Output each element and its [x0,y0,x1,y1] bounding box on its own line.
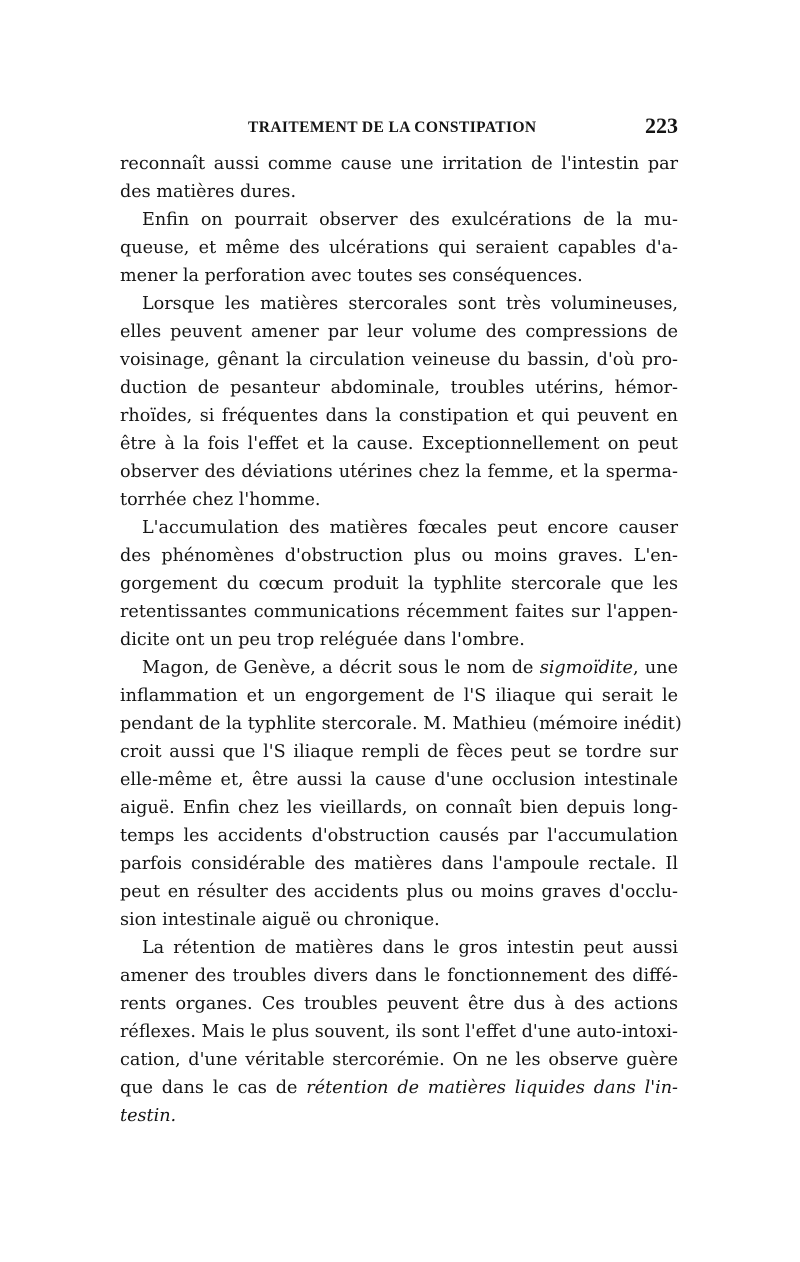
text-line [120,1074,678,1102]
text-line: mener la perforation avec toutes ses conséquences. [120,266,583,286]
text-line: pendant de la typhlite stercorale. M. Mathieu (mémoire inédit) [120,714,682,734]
text-line: réflexes. Mais le plus souvent, ils sont l'effet d'une auto-intoxi- [120,1022,678,1042]
text-line: gorgement du cœcum produit la typhlite stercorale que les [120,574,678,594]
page-number: 223 [645,113,678,138]
text-line: des phénomènes d'obstruction plus ou moins graves. L'en- [120,546,678,566]
text-line: rhoïdes, si fréquentes dans la constipation et qui peuvent en [120,406,678,426]
text-line: voisinage, gênant la circulation veineuse du bassin, d'où pro- [120,350,678,370]
text-line: temps les accidents d'obstruction causés par l'accumulation [120,826,678,846]
text-line: aiguë. Enfin chez les vieillards, on connaît bien depuis long- [120,798,678,818]
text-line: croit aussi que l'S iliaque rempli de fèces peut se tordre sur [120,742,678,762]
text-line [120,654,678,682]
text-line: retentissantes communications récemment faites sur l'appen- [120,602,678,622]
running-title: TRAITEMENT DE LA CONSTIPATION [248,119,537,136]
text-segment: Magon, de Genève, a décrit sous le nom de [142,658,534,678]
text-line: elle-même et, être aussi la cause d'une occlusion intestinale [120,770,678,790]
italic-phrase: rétention de matières liquides dans l'in- [306,1078,679,1098]
text-segment: , une [632,658,678,678]
text-line: duction de pesanteur abdominale, troubles utérins, hémor- [120,378,678,398]
text-line: peut en résulter des accidents plus ou moins graves d'occlu- [120,882,678,902]
text-line: elles peuvent amener par leur volume des compressions de [120,322,678,342]
text-line: des matières dures. [120,182,297,202]
text-line: L'accumulation des matières fœcales peut encore causer [142,518,678,538]
body-text [120,150,682,1130]
italic-phrase: testin. [120,1106,177,1126]
text-segment: que dans le cas de [120,1078,298,1098]
text-line: Enfin on pourrait observer des exulcérations de la mu- [142,210,678,230]
text-line: rents organes. Ces troubles peuvent être dus à des actions [120,994,678,1014]
text-line: dicite ont un peu trop reléguée dans l'ombre. [120,630,525,650]
text-line: cation, d'une véritable stercorémie. On ne les observe guère [120,1050,678,1070]
text-line: La rétention de matières dans le gros intestin peut aussi [142,938,678,958]
text-line: sion intestinale aiguë ou chronique. [120,910,440,930]
text-line: parfois considérable des matières dans l'ampoule rectale. Il [120,854,678,874]
text-line: amener des troubles divers dans le fonctionnement des diffé- [120,966,678,986]
text-line: inflammation et un engorgement de l'S iliaque qui serait le [120,686,678,706]
text-line: torrhée chez l'homme. [120,490,321,510]
text-line: être à la fois l'effet et la cause. Exceptionnellement on peut [120,434,678,454]
text-line: reconnaît aussi comme cause une irritation de l'intestin par [120,154,678,174]
text-line: Lorsque les matières stercorales sont très volumineuses, [142,294,678,314]
text-line: observer des déviations utérines chez la femme, et la sperma- [120,462,678,482]
text-line: queuse, et même des ulcérations qui seraient capables d'a- [120,238,678,258]
text-line [120,1102,678,1130]
italic-term: sigmoïdite [539,658,633,678]
running-header [118,112,680,142]
